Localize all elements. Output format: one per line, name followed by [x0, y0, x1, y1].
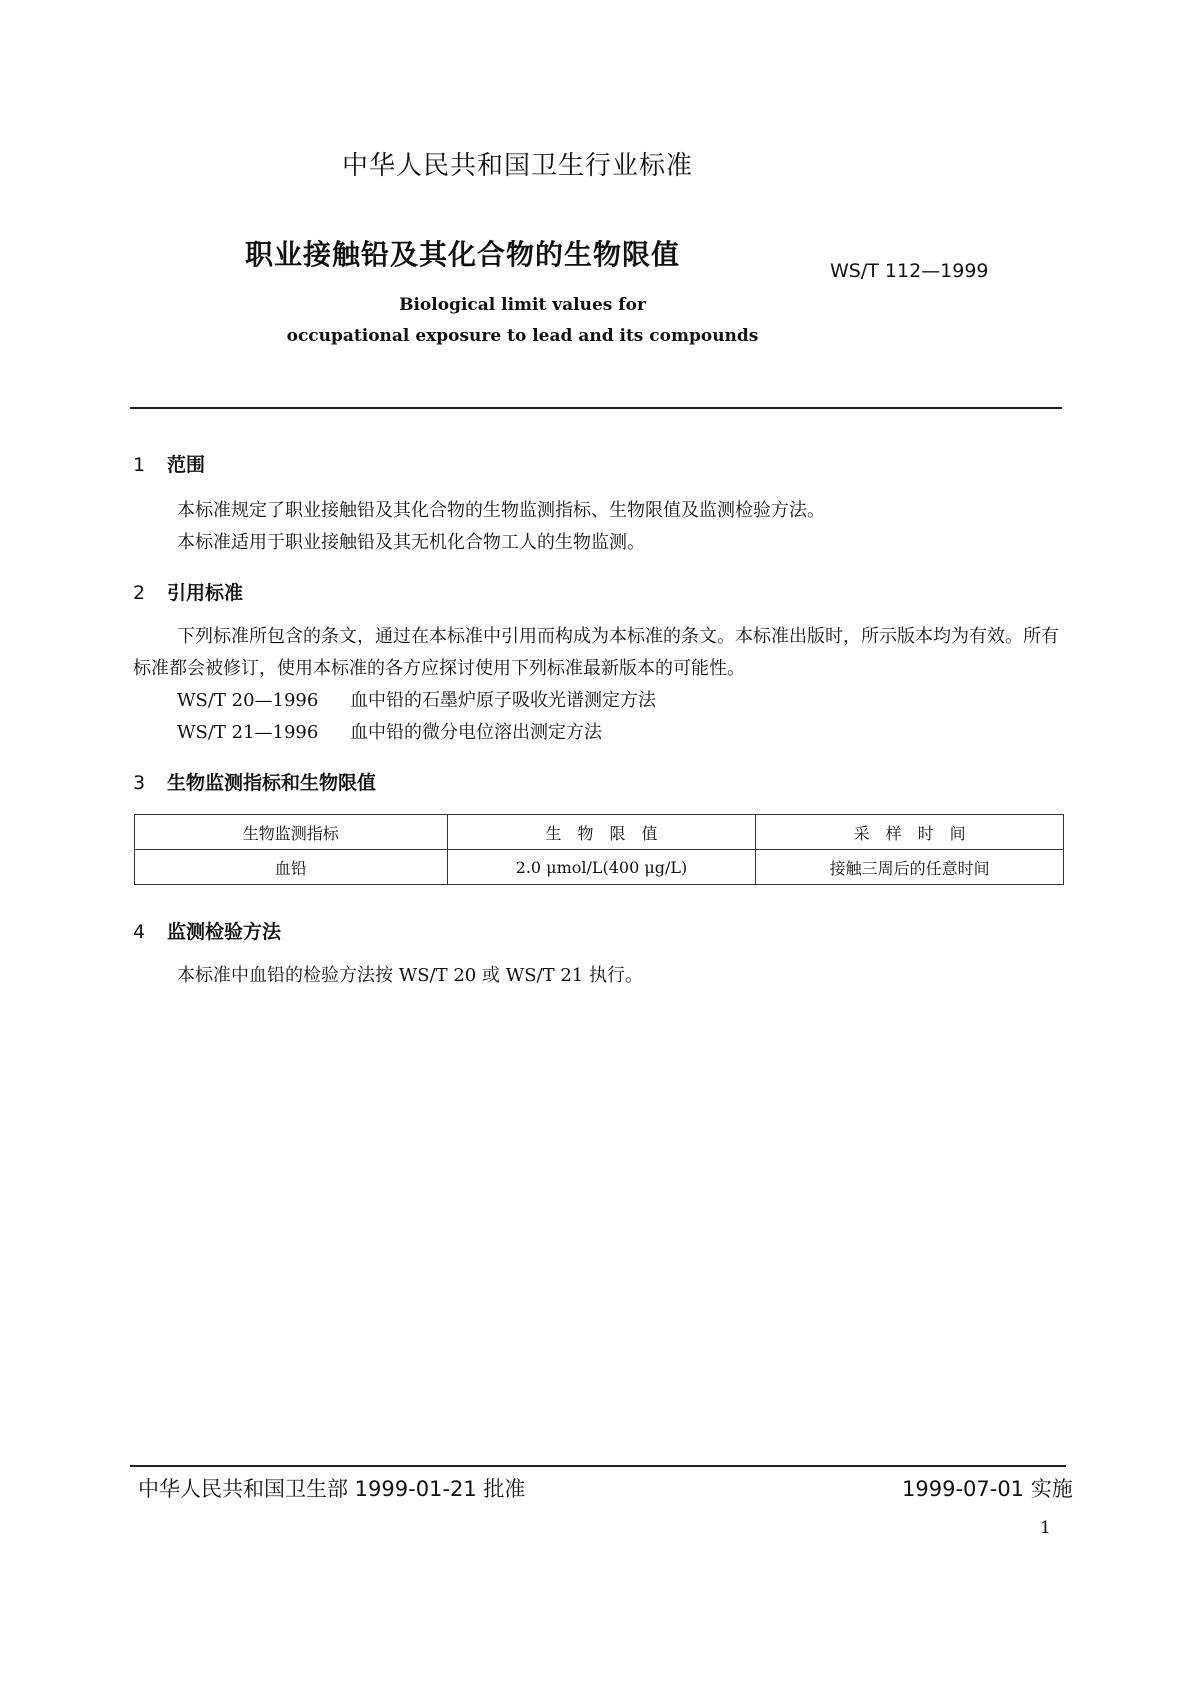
section-4-paragraph: 本标准中血铅的检验方法按 WS/T 20 或 WS/T 21 执行。: [177, 965, 643, 986]
section-4-heading: [133, 917, 281, 944]
table-cell: 接触三周后的任意时间: [756, 850, 1064, 885]
english-title-line-1: Biological limit values for: [399, 295, 646, 315]
table-header-row: [135, 815, 1064, 850]
section-2-heading: [133, 578, 243, 605]
english-title-line-2: occupational exposure to lead and its compounds: [286, 326, 759, 346]
section-1-para-1: 本标准规定了职业接触铅及其化合物的生物监测指标、生物限值及监测检验方法。: [177, 500, 825, 521]
section-title: 范围: [167, 454, 206, 476]
table-cell: 血铅: [135, 850, 448, 885]
table-header-cell: 采 样 时 间: [756, 815, 1064, 850]
reference-code: WS/T 20—1996: [177, 690, 319, 711]
table-cell: 2.0 μmol/L(400 μg/L): [447, 850, 756, 885]
section-2-paragraph: 下列标准所包含的条文，通过在本标准中引用而构成为本标准的条文。本标准出版时，所示版本均为有效。所有标准都会被修订，使用本标准的各方应探讨使用下列标准最新版本的可能性。: [133, 626, 1059, 679]
standard-code: WS/T 112—1999: [830, 260, 989, 282]
reference-title: 血中铅的石墨炉原子吸收光谱测定方法: [350, 690, 656, 711]
page-number: 1: [1040, 1518, 1051, 1538]
org-title: 中华人民共和国卫生行业标准: [341, 151, 693, 181]
table-header-cell: 生物监测指标: [135, 815, 448, 850]
section-number: 1: [133, 454, 146, 476]
effective-date: 1999-07-01 实施: [902, 1477, 1073, 1501]
section-title: 生物监测指标和生物限值: [167, 772, 377, 794]
section-number: 4: [133, 921, 146, 943]
reference-code: WS/T 21—1996: [177, 722, 319, 743]
section-number: 2: [133, 582, 146, 604]
table-header-cell: 生 物 限 值: [447, 815, 756, 850]
section-title: 引用标准: [167, 582, 244, 604]
header-divider: [130, 407, 1062, 409]
reference-item: [177, 717, 1057, 749]
reference-item: [177, 685, 1057, 717]
section-number: 3: [133, 772, 146, 794]
table-row: [135, 850, 1064, 885]
section-1-para-2: 本标准适用于职业接触铅及其无机化合物工人的生物监测。: [177, 532, 645, 553]
reference-title: 血中铅的微分电位溶出测定方法: [350, 722, 602, 743]
document-title: 职业接触铅及其化合物的生物限值: [245, 238, 681, 271]
biological-limit-table: [134, 814, 1064, 885]
section-title: 监测检验方法: [167, 921, 282, 943]
approval-date: 中华人民共和国卫生部 1999-01-21 批准: [138, 1477, 526, 1501]
section-3-heading: [133, 768, 376, 795]
footer-divider: [130, 1465, 1066, 1467]
section-1-heading: [133, 450, 205, 477]
